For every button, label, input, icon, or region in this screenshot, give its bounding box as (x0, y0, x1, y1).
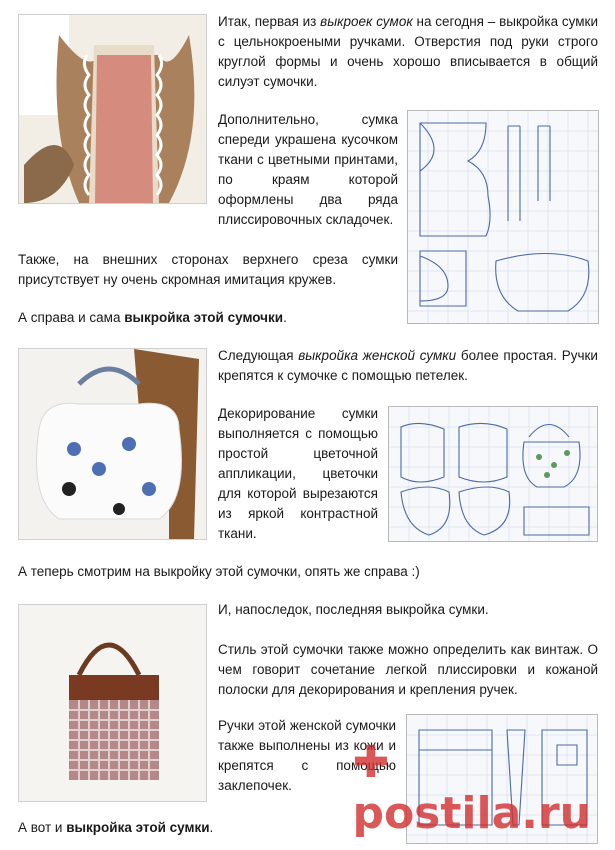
pattern-diagram-2 (388, 406, 598, 542)
section2-decor: Декорирование сумки выполняется с помощью простой цветочной аппликации, цветочки для которой вырезаются из яркой контрастной ткани. (218, 406, 378, 541)
bag-photo-3 (18, 604, 207, 802)
pattern-diagram-3 (352, 714, 598, 844)
intro-text: Итак, первая из (218, 14, 321, 29)
final-end: . (209, 820, 214, 835)
bag-photo-2 (18, 348, 207, 540)
section1-decor: Дополнительно, сумка спереди украшена кусочком ткани с цветными принтами, по краям которой оформлены два ряда плиссировочных складочек. (218, 112, 398, 227)
right-text: А справа и сама (18, 310, 125, 325)
plus-icon: ✚ (352, 737, 390, 788)
right-end: . (283, 310, 287, 325)
pattern-drawing-1 (408, 111, 598, 323)
section1-lace: Также, на внешних сторонах верхнего среза сумки присутствует ну очень скромная имитация кружев. (18, 252, 398, 287)
pattern-diagram-1 (407, 110, 599, 324)
intro-emphasis: выкройка женской сумки (298, 348, 457, 363)
bag-illustration-1 (19, 15, 206, 203)
pattern-link-1[interactable]: выкройка этой сумочки (124, 310, 284, 325)
intro-text-end: на сегодня – выкройка сумки с цельнокроеными ручками. Отверстия под руки строго круглой формы и очень хорошо вписывается в общий силуэт сумочки. (218, 14, 598, 89)
bag-illustration-3 (19, 605, 206, 801)
bag-illustration-2 (19, 349, 206, 539)
intro-text-end: более простая. Ручки крепятся к сумочке с помощью петелек. (218, 348, 598, 383)
section1-right (18, 308, 398, 328)
pattern-drawing-2 (389, 407, 597, 541)
section2-outro: А теперь смотрим на выкройку этой сумочки, опять же справа :) (18, 564, 420, 579)
final-text: А вот и (18, 820, 67, 835)
intro-text: Следующая (218, 348, 299, 363)
watermark-text: postila.ru (352, 788, 591, 839)
section3-intro: И, напоследок, последняя выкройка сумки. (218, 602, 489, 617)
section1-intro (218, 12, 598, 92)
pattern-link-3[interactable]: выкройка этой сумки (66, 820, 210, 835)
section2-intro (218, 346, 598, 386)
intro-emphasis: выкроек сумок (320, 14, 413, 29)
section3-handles: Ручки этой женской сумочки также выполнены из кожи и крепятся с помощью заклепочек. (218, 718, 396, 793)
bag-photo-1 (18, 14, 207, 204)
section3-final (18, 818, 398, 838)
section3-style: Стиль этой сумочки также можно определить как винтаж. О чем говорит сочетание легкой плиссировки и кожаной полоски для декорирования и крепления ручек. (218, 642, 598, 697)
